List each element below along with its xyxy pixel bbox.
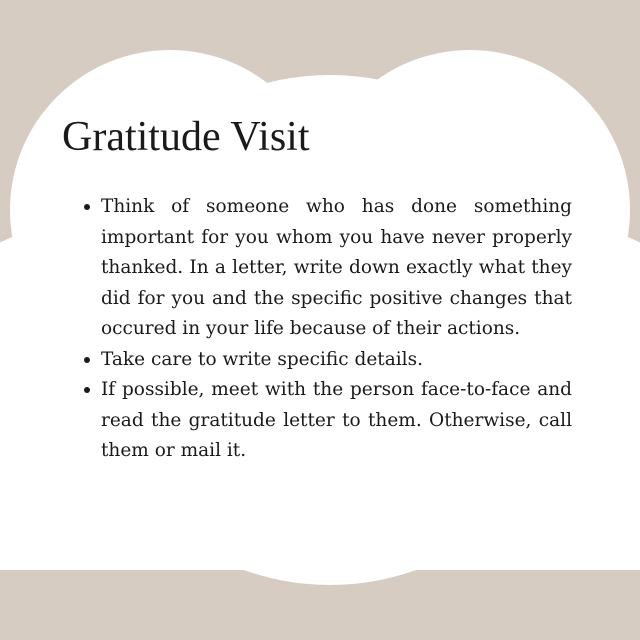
bullet-list	[62, 192, 572, 467]
bullet-item-meet-person: If possible, meet with the person face-to-face and read the gratitude letter to them. Otherwise, call them or mail it.	[62, 375, 572, 467]
bullet-item-thank-someone: Think of someone who has done something important for you whom you have never properly thanked. In a letter, write down exactly what they did for you and the specific positive changes that occured in your life because of their actions.	[62, 192, 572, 345]
bullet-item-specific-details: Take care to write specific details.	[62, 345, 572, 376]
page-title: Gratitude Visit	[62, 114, 310, 160]
card-content	[62, 112, 572, 467]
